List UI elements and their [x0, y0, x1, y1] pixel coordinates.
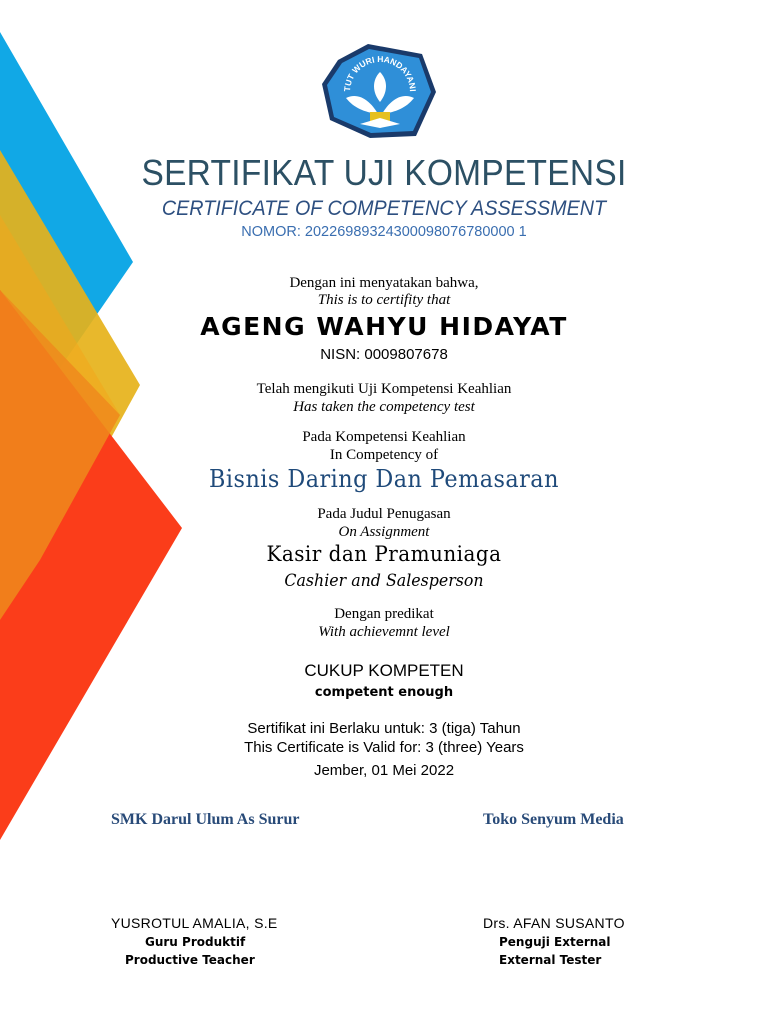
competency-label-en: In Competency of — [329, 447, 439, 463]
declare-text: Dengan ini menyatakan bahwa, — [289, 275, 479, 291]
right-signature-org: Toko Senyum Media — [483, 811, 624, 828]
recipient-name: AGENG WAHYU HIDAYAT — [200, 312, 568, 341]
assignment-label-en: On Assignment — [338, 524, 430, 540]
predicate-label: Dengan predikat — [334, 606, 434, 622]
taken-text: Telah mengikuti Uji Kompetensi Keahlian — [256, 381, 512, 397]
recipient-nisn: NISN: 0009807678 — [320, 346, 448, 363]
certificate-subtitle: CERTIFICATE OF COMPETENCY ASSESSMENT — [161, 197, 607, 220]
right-signatory-name: Drs. AFAN SUSANTO — [483, 915, 625, 931]
achievement-level: CUKUP KOMPETEN — [304, 661, 464, 680]
assignment-name: Kasir dan Pramuniaga — [266, 542, 502, 566]
declare-text-en: This is to certifity that — [317, 292, 451, 308]
predicate-label-en: With achievemnt level — [318, 624, 450, 640]
certificate-number: NOMOR: 20226989324300098076780000 1 — [241, 224, 527, 240]
tut-wuri-handayani-emblem-icon — [320, 42, 440, 142]
left-signature-org: SMK Darul Ulum As Surur — [111, 811, 300, 828]
left-signatory-name: YUSROTUL AMALIA, S.E — [111, 915, 278, 931]
right-signatory-role-en: External Tester — [499, 953, 602, 967]
achievement-level-en: competent enough — [314, 685, 454, 700]
competency-label: Pada Kompetensi Keahlian — [302, 429, 466, 445]
assignment-name-en: Cashier and Salesperson — [284, 571, 484, 591]
taken-text-en: Has taken the competency test — [293, 399, 475, 415]
logo-text: TUT WURI HANDAYANI — [341, 53, 419, 92]
assignment-label: Pada Judul Penugasan — [317, 506, 451, 522]
left-signatory-role-en: Productive Teacher — [125, 953, 255, 967]
place-date: Jember, 01 Mei 2022 — [313, 762, 455, 779]
left-signatory-role: Guru Produktif — [145, 935, 246, 949]
right-signatory-role: Penguji External — [499, 935, 611, 949]
validity-text-en: This Certificate is Valid for: 3 (three) Years — [244, 739, 524, 756]
certificate-title: SERTIFIKAT UJI KOMPETENSI — [141, 152, 627, 193]
competency-name: Bisnis Daring Dan Pemasaran — [209, 465, 559, 493]
validity-text: Sertifikat ini Berlaku untuk: 3 (tiga) Tahun — [247, 720, 521, 737]
